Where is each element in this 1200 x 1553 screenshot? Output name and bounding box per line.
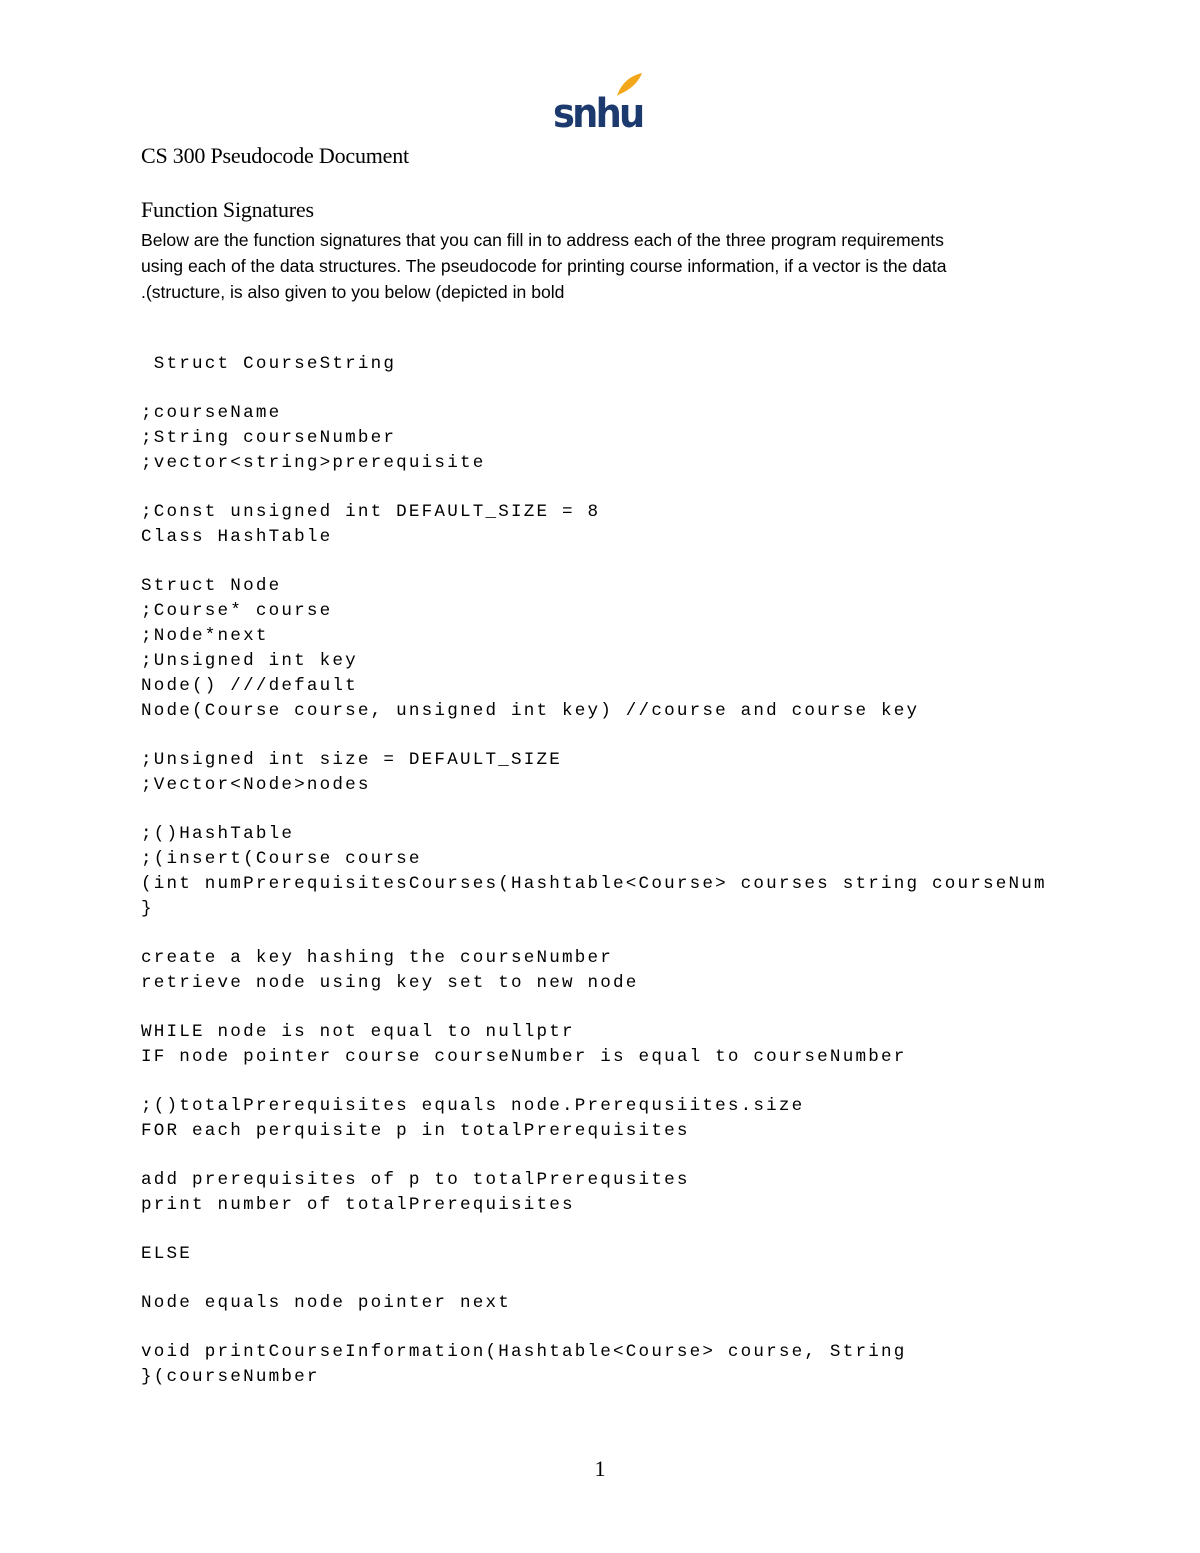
pseudocode-block bbox=[141, 352, 1081, 1390]
code-line: } bbox=[141, 899, 154, 919]
blank-line bbox=[141, 550, 1081, 574]
leaf-icon bbox=[615, 72, 643, 98]
blank-line bbox=[141, 922, 1081, 946]
code-line: ;()totalPrerequisites equals node.Prerequsiites.size bbox=[141, 1096, 805, 1116]
code-line: Node(Course course, unsigned int key) //course and course key bbox=[141, 701, 920, 721]
code-line: ;courseName bbox=[141, 403, 282, 423]
code-line: Node() ///default bbox=[141, 676, 358, 696]
intro-line: Below are the function signatures that you can fill in to address each of the three program requirements bbox=[141, 230, 944, 250]
code-line: (int numPrerequisitesCourses(Hashtable<Course> courses string courseNum bbox=[141, 874, 1047, 894]
code-line: create a key hashing the courseNumber bbox=[141, 948, 614, 968]
logo-wordmark: snhu bbox=[553, 91, 643, 137]
blank-line bbox=[141, 1070, 1081, 1094]
code-line: ;String courseNumber bbox=[141, 428, 397, 448]
code-line: IF node pointer course courseNumber is equal to courseNumber bbox=[141, 1047, 907, 1067]
page-number: 1 bbox=[594, 1456, 606, 1481]
code-line: retrieve node using key set to new node bbox=[141, 973, 639, 993]
blank-line bbox=[141, 1267, 1081, 1291]
intro-paragraph bbox=[141, 227, 1071, 305]
intro-line: using each of the data structures. The pseudocode for printing course information, if a vector is the data bbox=[141, 256, 947, 276]
code-line: }(courseNumber bbox=[141, 1367, 320, 1387]
blank-line bbox=[141, 798, 1081, 822]
blank-line bbox=[141, 377, 1081, 401]
code-line: Struct CourseString bbox=[141, 354, 397, 374]
code-line: ;Unsigned int size = DEFAULT_SIZE bbox=[141, 750, 563, 770]
blank-line bbox=[141, 1316, 1081, 1340]
code-line: ;vector<string>prerequisite bbox=[141, 453, 486, 473]
intro-line: .(structure, is also given to you below (depicted in bold bbox=[141, 282, 565, 302]
blank-line bbox=[141, 1144, 1081, 1168]
code-line: Struct Node bbox=[141, 576, 282, 596]
document-title: CS 300 Pseudocode Document bbox=[141, 143, 409, 168]
code-line: ;()HashTable bbox=[141, 824, 295, 844]
code-line: Node equals node pointer next bbox=[141, 1293, 511, 1313]
blank-line bbox=[141, 724, 1081, 748]
code-line: ;(insert(Course course bbox=[141, 849, 422, 869]
code-line: ;Const unsigned int DEFAULT_SIZE = 8 bbox=[141, 502, 601, 522]
code-line: add prerequisites of p to totalPrerequsites bbox=[141, 1170, 690, 1190]
code-line: FOR each perquisite p in totalPrerequisites bbox=[141, 1121, 690, 1141]
code-line: ELSE bbox=[141, 1244, 193, 1264]
snhu-logo bbox=[553, 72, 643, 138]
code-line: ;Course* course bbox=[141, 601, 333, 621]
code-line: ;Unsigned int key bbox=[141, 651, 358, 671]
blank-line bbox=[141, 476, 1081, 500]
code-line: ;Node*next bbox=[141, 626, 269, 646]
blank-line bbox=[141, 996, 1081, 1020]
code-line: WHILE node is not equal to nullptr bbox=[141, 1022, 575, 1042]
section-heading: Function Signatures bbox=[141, 197, 314, 222]
code-line: Class HashTable bbox=[141, 527, 333, 547]
blank-line bbox=[141, 1218, 1081, 1242]
code-line: print number of totalPrerequisites bbox=[141, 1195, 575, 1215]
code-line: ;Vector<Node>nodes bbox=[141, 775, 371, 795]
code-line: void printCourseInformation(Hashtable<Course> course, String bbox=[141, 1342, 907, 1362]
